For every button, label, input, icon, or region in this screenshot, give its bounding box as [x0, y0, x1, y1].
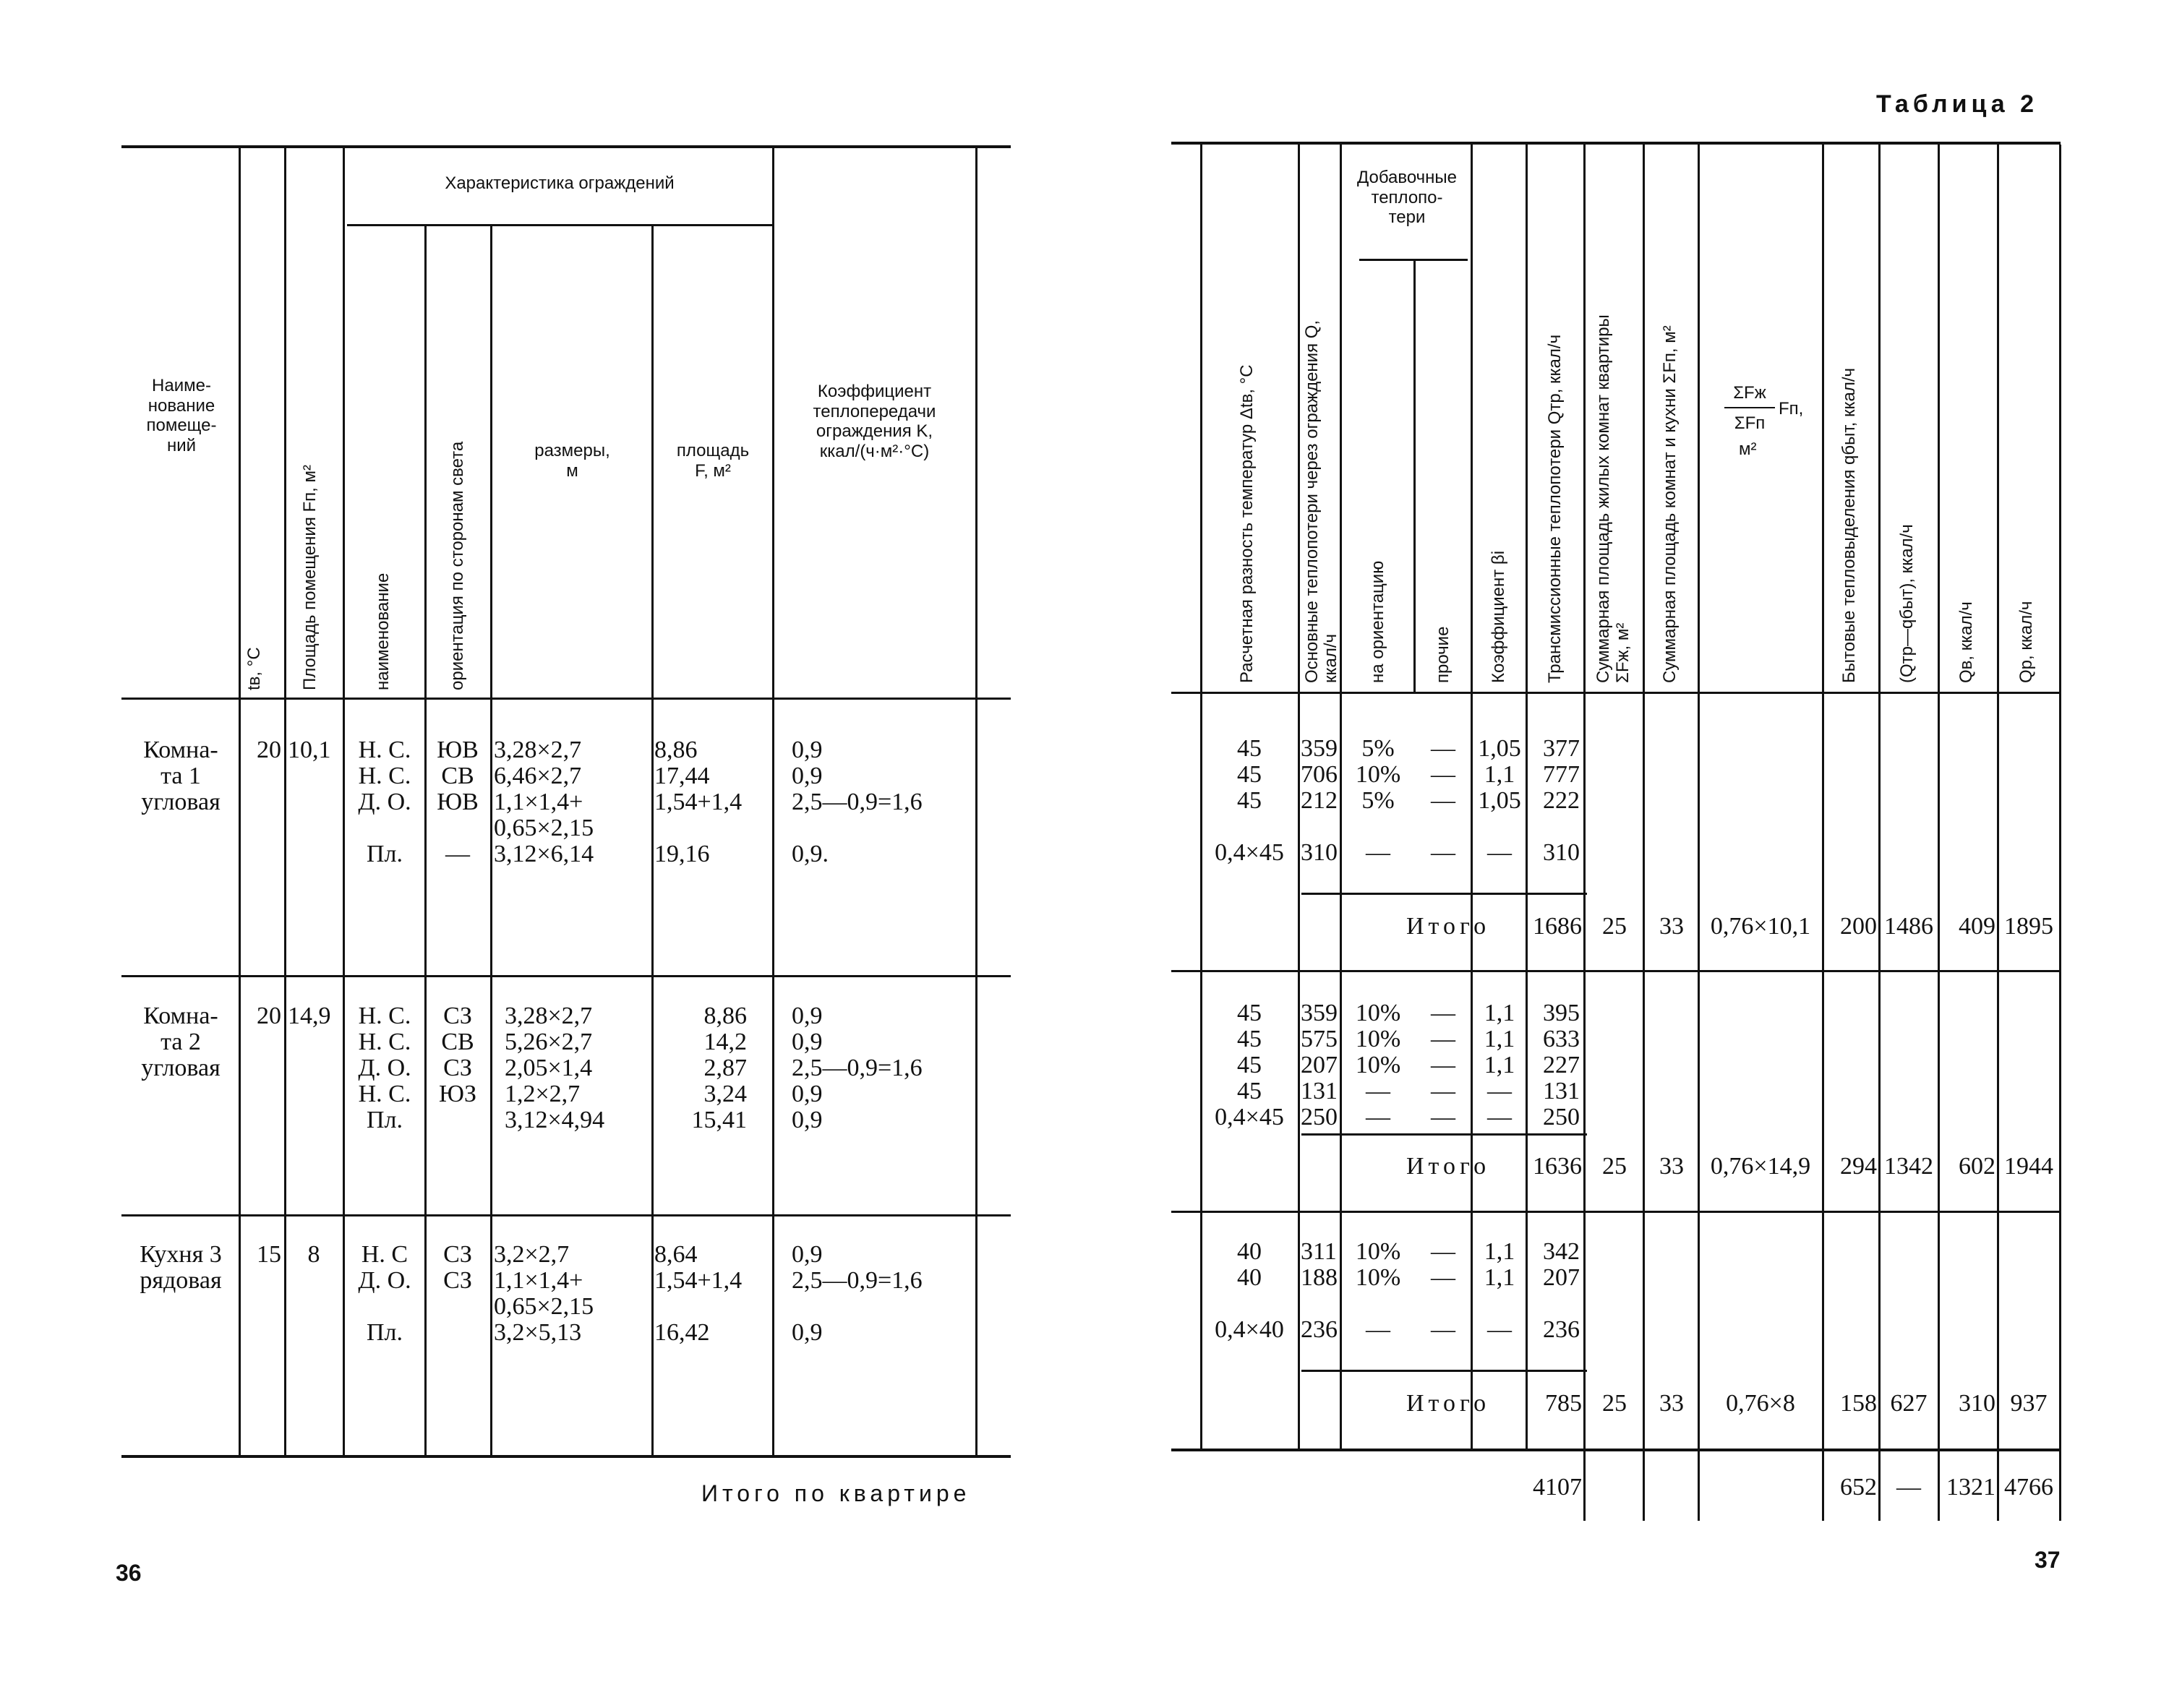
enclosure-kinds: Н. С. Н. С. Д. О. Н. С. Пл.: [358, 1003, 411, 1133]
fraction-bar: [1724, 407, 1775, 408]
header-dimensions: размеры, м: [534, 441, 610, 481]
page-number: 36: [116, 1560, 142, 1586]
temp-difference: 40 40 0,4×40: [1215, 1238, 1284, 1343]
area-ratio: 0,76×10,1: [1710, 913, 1811, 940]
header-coefficient: Коэффициент теплопередачи ограждения K, ккал/(ч·м²·°С): [813, 382, 936, 461]
enclosure-dimensions: 3,28×2,7 6,46×2,7 1,1×1,4+ 0,65×2,15 3,12×6,14: [494, 737, 594, 867]
col-rule: [1526, 145, 1528, 1449]
area-ratio: 0,76×14,9: [1710, 1153, 1811, 1180]
header-temp-difference: Расчетная разность температур Δtв, °С: [1237, 364, 1257, 683]
rule: [121, 145, 1011, 148]
enclosure-kinds: Н. С Д. О. Пл.: [358, 1241, 411, 1346]
header-basic-loss: Основные теплопотери через ограждения Q,: [1302, 319, 1322, 683]
rule: [121, 698, 1011, 700]
grand-total-design: 4766: [2004, 1474, 2053, 1501]
header-total-area: Суммарная площадь комнат и кухни ΣFп, м²: [1660, 325, 1680, 683]
header-room-name: Наиме- нование помеще- ний: [146, 376, 217, 455]
header-enclosure-area: площадь F, м²: [676, 441, 750, 481]
add-orientation: 5% 10% 5% —: [1355, 735, 1401, 866]
enclosure-orientations: СЗ СВ СЗ ЮЗ: [439, 1003, 476, 1107]
header-living-area-unit: ΣFж, м²: [1613, 622, 1633, 683]
room-name: Комна- та 2 угловая: [141, 1003, 221, 1081]
rule: [1171, 970, 2061, 972]
header-tv: tв, °С: [244, 647, 264, 690]
subtotal-transmission: 1636: [1533, 1153, 1582, 1180]
grand-total-net: —: [1896, 1474, 1921, 1501]
enclosure-coefficients: 0,9 0,9 2,5—0,9=1,6 0,9.: [792, 737, 923, 867]
net-loss: 627: [1890, 1390, 1928, 1417]
enclosure-orientations: ЮВ СВ ЮВ —: [437, 737, 479, 867]
col-rule: [1340, 145, 1342, 1449]
rule: [1301, 1370, 1587, 1372]
household-heat: 158: [1840, 1390, 1877, 1417]
header-transmission-loss: Трансмиссионные теплопотери Qтр, ккал/ч: [1545, 334, 1565, 683]
col-rule: [975, 148, 977, 1455]
add-other: — — —: [1431, 1238, 1455, 1343]
rule: [1171, 1211, 2061, 1213]
col-rule: [1822, 145, 1824, 1521]
header-design-loss: Qр, ккал/ч: [2016, 601, 2036, 683]
subtotal-transmission: 1686: [1533, 913, 1582, 940]
header-add-other: прочие: [1433, 626, 1453, 683]
header-net-loss: (Qтр—qбыт), ккал/ч: [1897, 524, 1917, 683]
area-ratio: 0,76×8: [1726, 1390, 1795, 1417]
col-rule: [1698, 145, 1700, 1521]
beta: 1,05 1,1 1,05 —: [1478, 735, 1521, 866]
total-area: 33: [1659, 1390, 1684, 1417]
header-living-area: Суммарная площадь жилых комнат квартиры: [1593, 314, 1613, 683]
ventilation-loss: 310: [1959, 1390, 1995, 1417]
col-rule: [343, 148, 345, 1455]
col-rule: [1938, 145, 1940, 1521]
col-rule: [1413, 261, 1416, 692]
net-loss: 1486: [1884, 913, 1933, 940]
header-enclosure-kind: наименование: [373, 572, 393, 690]
col-rule: [2059, 145, 2061, 1521]
basic-loss: 359 575 207 131 250: [1301, 1000, 1338, 1130]
ratio-denominator: ΣFп: [1734, 413, 1766, 433]
header-ventilation: Qв, ккал/ч: [1956, 601, 1976, 683]
basic-loss: 359 706 212 310: [1301, 735, 1338, 866]
net-loss: 1342: [1884, 1153, 1933, 1180]
enclosure-dimensions: 3,2×2,7 1,1×1,4+ 0,65×2,15 3,2×5,13: [494, 1241, 594, 1346]
col-rule: [1583, 145, 1586, 1521]
room-area: 14,9: [288, 1003, 331, 1029]
room-area: 10,1: [288, 737, 331, 763]
enclosure-coefficients: 0,9 0,9 2,5—0,9=1,6 0,9 0,9: [792, 1003, 923, 1133]
temp-difference: 45 45 45 0,4×45: [1215, 735, 1284, 866]
room-tv: 20: [257, 1003, 281, 1029]
col-rule: [1298, 145, 1300, 1449]
beta: 1,1 1,1 1,1 — —: [1484, 1000, 1515, 1130]
household-heat: 200: [1840, 913, 1877, 940]
enclosure-coefficients: 0,9 2,5—0,9=1,6 0,9: [792, 1241, 923, 1346]
rule: [121, 1455, 1011, 1458]
subtotal-label: Итого: [1406, 1153, 1491, 1180]
col-rule: [284, 148, 286, 1455]
header-room-area: Площадь помещения Fп, м²: [300, 465, 320, 690]
ratio-unit: м²: [1739, 439, 1757, 459]
header-add-orientation: на ориентацию: [1368, 560, 1387, 683]
grand-total-transmission: 4107: [1533, 1474, 1582, 1501]
col-rule: [490, 226, 492, 1455]
enclosure-dimensions: 3,28×2,7 5,26×2,7 2,05×1,4 1,2×2,7 3,12×4,94: [505, 1003, 605, 1133]
living-area: 25: [1602, 1153, 1627, 1180]
ventilation-loss: 602: [1959, 1153, 1995, 1180]
header-household-heat: Бытовые тепловыделения qбыт, ккал/ч: [1839, 367, 1859, 683]
col-rule: [1643, 145, 1645, 1521]
transmission-loss: 377 777 222 310: [1543, 735, 1580, 866]
living-area: 25: [1602, 913, 1627, 940]
col-rule: [1997, 145, 1999, 1521]
table-title: Таблица 2: [1876, 90, 2039, 118]
living-area: 25: [1602, 1390, 1627, 1417]
basic-loss: 311 188 236: [1301, 1238, 1338, 1343]
rule: [1301, 1133, 1587, 1136]
rule: [1171, 1449, 2061, 1451]
room-tv: 15: [257, 1241, 281, 1268]
grand-total-household: 652: [1840, 1474, 1877, 1501]
header-beta: Коэффициент βi: [1489, 550, 1508, 683]
grand-total-ventilation: 1321: [1946, 1474, 1995, 1501]
subtotal-label: Итого: [1406, 1390, 1491, 1417]
header-basic-loss-unit: ккал/ч: [1321, 633, 1340, 683]
household-heat: 294: [1840, 1153, 1877, 1180]
enclosure-areas: 8,86 14,2 2,87 3,24 15,41: [691, 1003, 747, 1133]
add-orientation: 10% 10% 10% — —: [1355, 1000, 1401, 1130]
ratio-numerator: ΣFж: [1733, 383, 1766, 403]
transmission-loss: 395 633 227 131 250: [1543, 1000, 1580, 1130]
enclosure-kinds: Н. С. Н. С. Д. О. Пл.: [358, 737, 411, 867]
design-loss: 937: [2010, 1390, 2048, 1417]
header-additional-losses: Добавочные теплопо- тери: [1356, 168, 1458, 228]
enclosure-orientations: СЗ СЗ: [443, 1241, 472, 1294]
add-other: — — — —: [1431, 735, 1455, 866]
header-orientation: ориентация по сторонам света: [448, 441, 467, 690]
add-other: — — — — —: [1431, 1000, 1455, 1130]
total-area: 33: [1659, 913, 1684, 940]
col-rule: [772, 148, 774, 1455]
subtotal-label: Итого: [1406, 913, 1491, 940]
room-tv: 20: [257, 737, 281, 763]
enclosure-areas: 8,86 17,44 1,54+1,4 19,16: [654, 737, 743, 867]
design-loss: 1944: [2004, 1153, 2053, 1180]
rule: [1171, 692, 2061, 694]
col-rule: [1471, 145, 1473, 1449]
ratio-multiplier: Fп,: [1779, 399, 1804, 419]
header-enclosure-group: Характеристика ограждений: [445, 173, 675, 193]
subtotal-transmission: 785: [1545, 1390, 1582, 1417]
room-name: Комна- та 1 угловая: [141, 737, 221, 815]
design-loss: 1895: [2004, 913, 2053, 940]
rule: [121, 975, 1011, 977]
beta: 1,1 1,1 —: [1484, 1238, 1515, 1343]
room-name: Кухня 3 рядовая: [140, 1241, 222, 1294]
enclosure-areas: 8,64 1,54+1,4 16,42: [654, 1241, 743, 1346]
col-rule: [651, 226, 654, 1455]
rule: [347, 224, 772, 226]
col-rule: [1878, 145, 1881, 1521]
rule: [1301, 893, 1587, 895]
temp-difference: 45 45 45 45 0,4×45: [1215, 1000, 1284, 1130]
transmission-loss: 342 207 236: [1543, 1238, 1580, 1343]
add-orientation: 10% 10% —: [1355, 1238, 1401, 1343]
ventilation-loss: 409: [1959, 913, 1995, 940]
apartment-total-label: Итого по квартире: [701, 1480, 971, 1506]
rule: [1171, 142, 2061, 145]
total-area: 33: [1659, 1153, 1684, 1180]
room-area: 8: [307, 1241, 320, 1268]
page-number: 37: [2035, 1547, 2061, 1573]
rule: [121, 1214, 1011, 1216]
